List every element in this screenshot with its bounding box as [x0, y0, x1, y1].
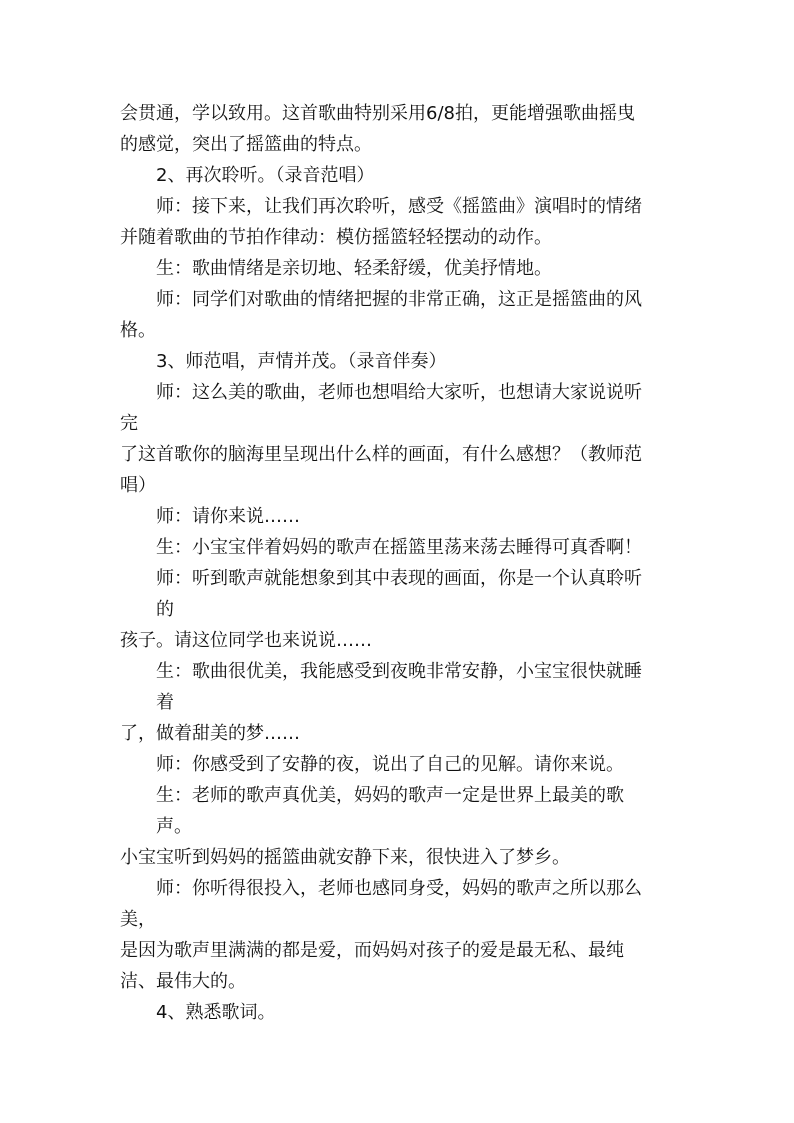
teacher-line: 师：你听得很投入，老师也感同身受，妈妈的歌声之所以那么	[156, 878, 642, 899]
teacher-line: 师：接下来，让我们再次聆听，感受《摇篮曲》演唱时的情绪	[156, 196, 642, 217]
student-line: 生：老师的歌声真优美，妈妈的歌声一定是世界上最美的歌	[156, 785, 624, 806]
teacher-line: 师：你感受到了安静的夜，说出了自己的见解。请你来说。	[156, 754, 624, 775]
text-line: 是因为歌声里满满的都是爱，而妈妈对孩子的爱是最无私、最纯	[120, 940, 624, 961]
text-line: 完	[120, 413, 138, 434]
student-line: 生：歌曲很优美，我能感受到夜晚非常安静，小宝宝很快就睡	[156, 661, 642, 682]
section-heading: 3、师范唱，声情并茂。（录音伴奏）	[156, 351, 447, 372]
text-line: 孩子。请这位同学也来说说……	[120, 630, 372, 651]
text-line: 洁、最伟大的。	[120, 971, 246, 992]
student-line: 生：歌曲情绪是亲切地、轻柔舒缓，优美抒情地。	[156, 258, 552, 279]
text-line: 着	[156, 692, 174, 713]
document-body	[120, 98, 680, 1028]
text-line: 的感觉，突出了摇篮曲的特点。	[120, 134, 372, 155]
section-heading: 2、再次聆听。（录音范唱）	[156, 165, 375, 186]
teacher-line: 师：这么美的歌曲，老师也想唱给大家听，也想请大家说说听	[156, 382, 642, 403]
student-line: 生：小宝宝伴着妈妈的歌声在摇篮里荡来荡去睡得可真香啊！	[156, 537, 642, 558]
teacher-line: 师：听到歌声就能想象到其中表现的画面，你是一个认真聆听	[156, 568, 642, 589]
section-heading: 4、熟悉歌词。	[156, 1002, 276, 1023]
teacher-line: 师：同学们对歌曲的情绪把握的非常正确，这正是摇篮曲的风	[156, 289, 642, 310]
text-line: 小宝宝听到妈妈的摇篮曲就安静下来，很快进入了梦乡。	[120, 847, 570, 868]
text-line: 会贯通，学以致用。这首歌曲特别采用6/8拍，更能增强歌曲摇曳	[120, 103, 635, 124]
text-line: 美，	[120, 909, 156, 930]
text-line: 了，做着甜美的梦……	[120, 723, 300, 744]
text-line: 格。	[120, 320, 156, 341]
text-line: 并随着歌曲的节拍作律动：模仿摇篮轻轻摆动的动作。	[120, 227, 552, 248]
text-line: 唱）	[120, 475, 156, 496]
text-line: 声。	[156, 816, 192, 837]
text-line: 的	[156, 599, 174, 620]
text-line: 了这首歌你的脑海里呈现出什么样的画面，有什么感想？（教师范	[120, 444, 642, 465]
teacher-line: 师：请你来说……	[156, 506, 300, 527]
